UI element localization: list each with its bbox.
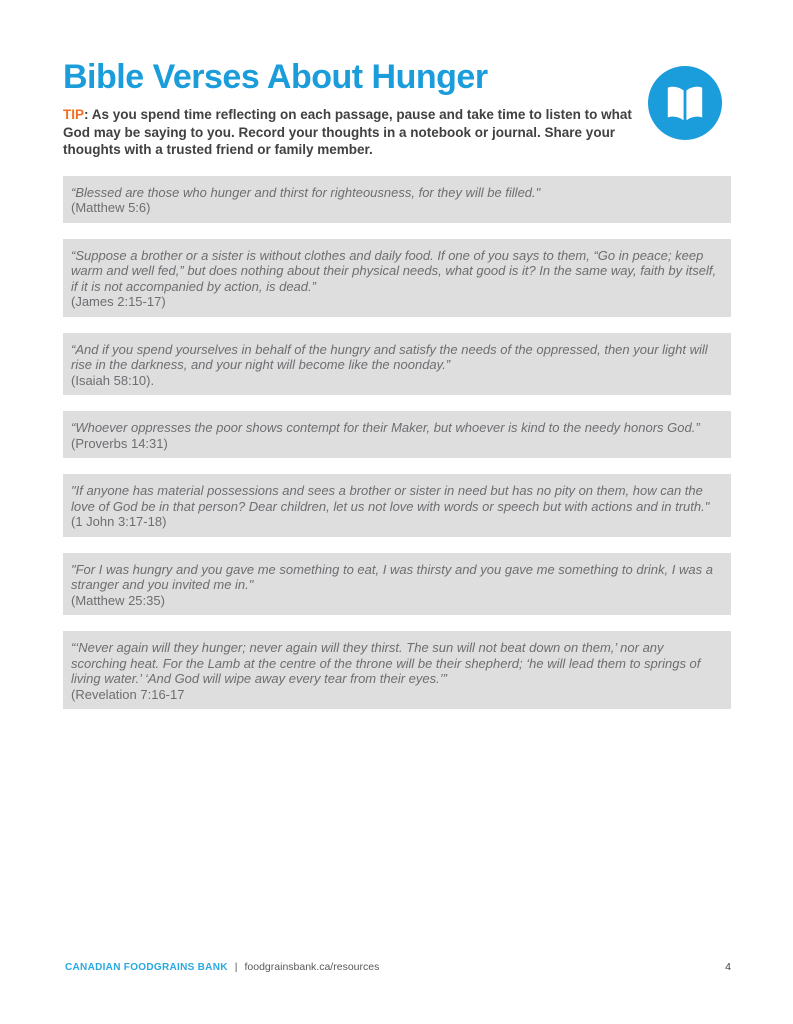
verse-text: “‘Never again will they hunger; never again will they thirst. The sun will not beat down on them,’ nor any scorching heat. For the Lamb at the centre of the throne will be their shepherd; ‘he will lead them to springs of living water.’ ‘And God will wipe away every tear from their eyes.’” — [71, 640, 701, 686]
verse-reference: (Isaiah 58:10). — [71, 372, 155, 388]
verse-text: “Blessed are those who hunger and thirst for righteousness, for they will be filled." — [71, 184, 541, 200]
verse-text: “And if you spend yourselves in behalf of the hungry and satisfy the needs of the oppressed, then your light will rise in the darkness, and your night will become like the noonday.” — [71, 341, 708, 372]
page-title: Bible Verses About Hunger — [63, 58, 488, 96]
verse-box — [63, 239, 731, 317]
verse-text: “Whoever oppresses the poor shows contempt for their Maker, but whoever is kind to the needy honors God.” — [71, 420, 700, 435]
footer-url: foodgrainsbank.ca/resources — [244, 961, 380, 973]
verse-box — [63, 176, 731, 223]
footer-left — [65, 961, 379, 973]
tip-text: : As you spend time reflecting on each passage, pause and take time to listen to what God may be saying to you. Record your thoughts in a notebook or journal. Share your thoughts with a trusted friend or family member. — [63, 107, 632, 157]
tip-label: TIP — [63, 107, 85, 122]
verse-box — [63, 333, 731, 396]
verse-reference: (James 2:15-17) — [71, 294, 166, 309]
page-number: 4 — [725, 961, 731, 973]
footer-separator: | — [234, 961, 238, 973]
verse-text: "For I was hungry and you gave me something to eat, I was thirsty and you gave me something to drink, I was a stranger and you invited me in." — [71, 561, 713, 592]
tip-paragraph — [63, 106, 643, 159]
verse-reference: (Proverbs 14:31) — [71, 435, 168, 451]
verse-box — [63, 474, 731, 537]
verse-reference: (Matthew 25:35) — [71, 592, 165, 608]
verse-box — [63, 553, 731, 616]
verse-list — [63, 176, 731, 710]
verse-text: “Suppose a brother or a sister is without clothes and daily food. If one of you says to them, “Go in peace; keep warm and well fed,” but does nothing about their physical needs, what good is it? In the same way, faith by itself, if it is not accompanied by action, is dead.” — [71, 247, 717, 294]
verse-box — [63, 631, 731, 709]
verse-reference: (Matthew 5:6) — [71, 200, 151, 215]
verse-text: "If anyone has material possessions and sees a brother or sister in need but has no pity on them, how can the love of God be in that person? Dear children, let us not love with words or speech but with actions and in truth." — [71, 483, 710, 514]
verse-box — [63, 411, 731, 458]
footer-brand: CANADIAN FOODGRAINS BANK — [65, 962, 228, 973]
open-book-icon — [648, 66, 722, 140]
verse-reference: (Revelation 7:16-17 — [71, 686, 185, 702]
verse-reference: (1 John 3:17-18) — [71, 514, 167, 529]
page-footer — [65, 961, 731, 973]
